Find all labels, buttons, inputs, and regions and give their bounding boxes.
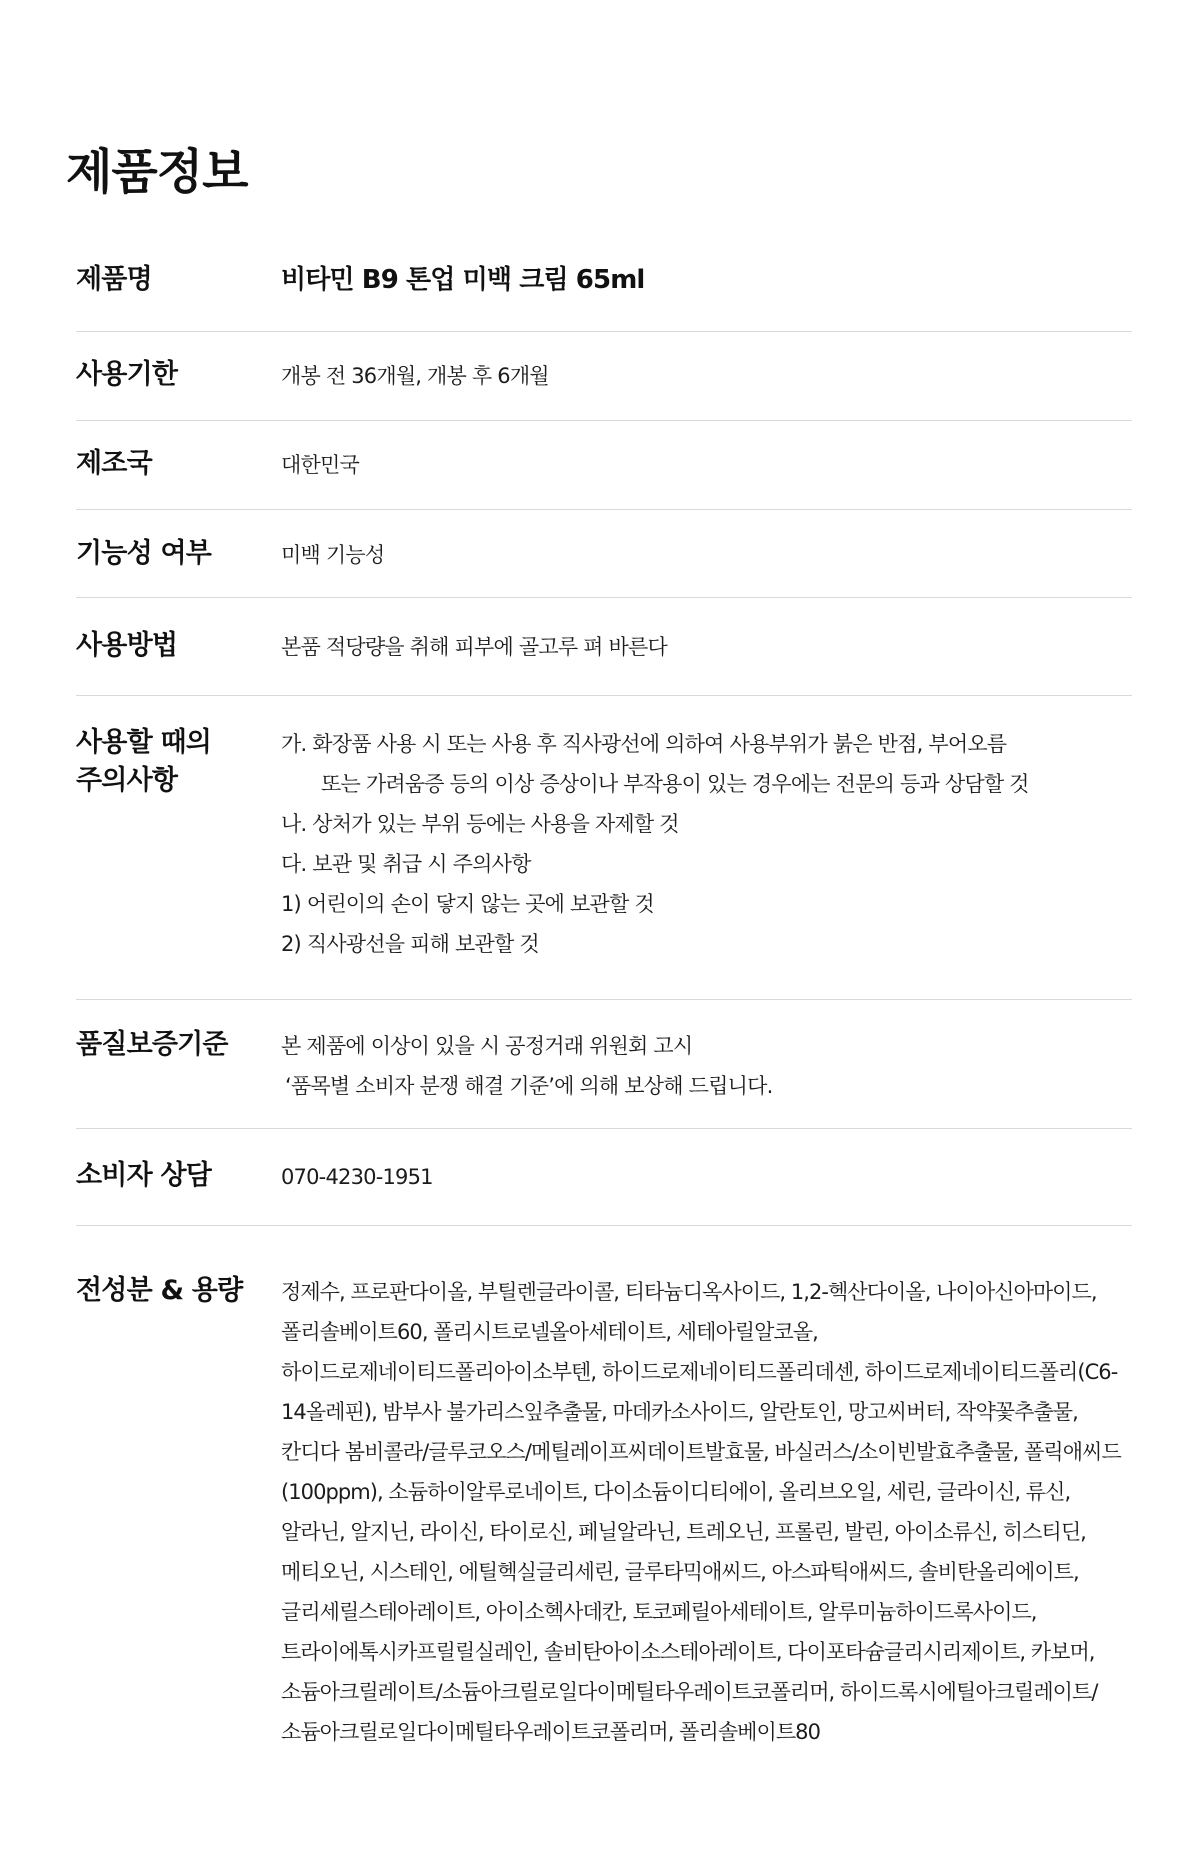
row-value-functional: 미백 기능성: [281, 543, 385, 567]
row-label-usage: 사용방법: [76, 630, 178, 661]
row-label-functional: 기능성 여부: [76, 538, 212, 569]
row-label-ingredients: 전성분 & 용량: [76, 1275, 243, 1306]
row-label-consumer: 소비자 상담: [76, 1160, 212, 1191]
caution-line: 나. 상처가 있는 부위 등에는 사용을 자제할 것: [281, 812, 679, 836]
row-ingredients: [76, 1226, 1132, 1752]
row-consumer: [76, 1129, 1132, 1226]
cautions-label-line-2: 주의사항: [76, 765, 178, 796]
quality-line: 본 제품에 이상이 있을 시 공정거래 위원회 고시: [281, 1034, 693, 1058]
row-value-usage: 본품 적당량을 취해 피부에 골고루 펴 바른다: [281, 635, 667, 659]
row-quality: [76, 1000, 1132, 1129]
product-info-table: [76, 258, 1132, 1752]
row-cautions: [76, 696, 1132, 1000]
quality-line: ‘품목별 소비자 분쟁 해결 기준’에 의해 보상해 드립니다.: [285, 1074, 773, 1098]
row-value-product-name: 비타민 B9 톤업 미백 크림 65ml: [281, 265, 645, 295]
row-usage: [76, 598, 1132, 696]
row-expiry: [76, 332, 1132, 421]
row-label-origin: 제조국: [76, 448, 152, 479]
row-label-expiry: 사용기한: [76, 359, 178, 390]
row-label-product-name: 제품명: [76, 264, 152, 295]
page-title: 제품정보: [66, 144, 248, 200]
caution-line: 2) 직사광선을 피해 보관할 것: [281, 932, 539, 956]
row-value-origin: 대한민국: [281, 453, 359, 477]
row-value-consumer: 070-4230-1951: [281, 1165, 433, 1189]
row-label-cautions: [76, 724, 281, 800]
cautions-label-line-1: 사용할 때의: [76, 727, 212, 758]
row-value-expiry: 개봉 전 36개월, 개봉 후 6개월: [281, 364, 549, 388]
row-label-quality: 품질보증기준: [76, 1029, 228, 1060]
row-value-cautions: [281, 724, 1132, 964]
row-value-quality: [281, 1026, 1132, 1106]
caution-line: 또는 가려움증 등의 이상 증상이나 부작용이 있는 경우에는 전문의 등과 상담할 것: [321, 772, 1029, 796]
row-origin: [76, 421, 1132, 510]
row-value-ingredients: 정제수, 프로판다이올, 부틸렌글라이콜, 티타늄디옥사이드, 1,2-헥산다이올, 나이아신아마이드, 폴리솔베이트60, 폴리시트로넬올아세테이트, 세테아릴알코올, 하이드로제네이티드폴리아이소부텐, 하이드로제네이티드폴리데센, 하이드로제네이티드폴리(C6-14올레핀), 밤부사 불가리스잎추출물, 마데카소사이드, 알란토인, 망고씨버터, 작약꽃추출물, 칸디다 봄비콜라/글루코오스/메틸레이프씨데이트발효물, 바실러스/소이빈발효추출물, 폴릭애씨드(100ppm), 소듐하이알루로네이트, 다이소듐이디티에이, 올리브오일, 세린, 글라이신, 류신, 알라닌, 알지닌, 라이신, 타이로신, 페닐알라닌, 트레오닌, 프롤린, 발린, 아이소류신, 히스티딘, 메티오닌, 시스테인, 에틸헥실글리세린, 글루타믹애씨드, 아스파틱애씨드, 솔비탄올리에이트, 글리세릴스테아레이트, 아이소헥사데칸, 토코페릴아세테이트, 알루미늄하이드록사이드, 트라이에톡시카프릴릴실레인, 솔비탄아이소스테아레이트, 다이포타슘글리시리제이트, 카보머, 소듐아크릴레이트/소듐아크릴로일다이메틸타우레이트코폴리머, 하이드록시에틸아크릴레이트/소듐아크릴로일다이메틸타우레이트코폴리머, 폴리솔베이트80: [281, 1280, 1121, 1744]
caution-line: 가. 화장품 사용 시 또는 사용 후 직사광선에 의하여 사용부위가 붉은 반점, 부어오름: [281, 732, 1007, 756]
row-functional: [76, 510, 1132, 598]
row-product-name: [76, 258, 1132, 332]
caution-line: 1) 어린이의 손이 닿지 않는 곳에 보관할 것: [281, 892, 654, 916]
caution-line: 다. 보관 및 취급 시 주의사항: [281, 852, 531, 876]
